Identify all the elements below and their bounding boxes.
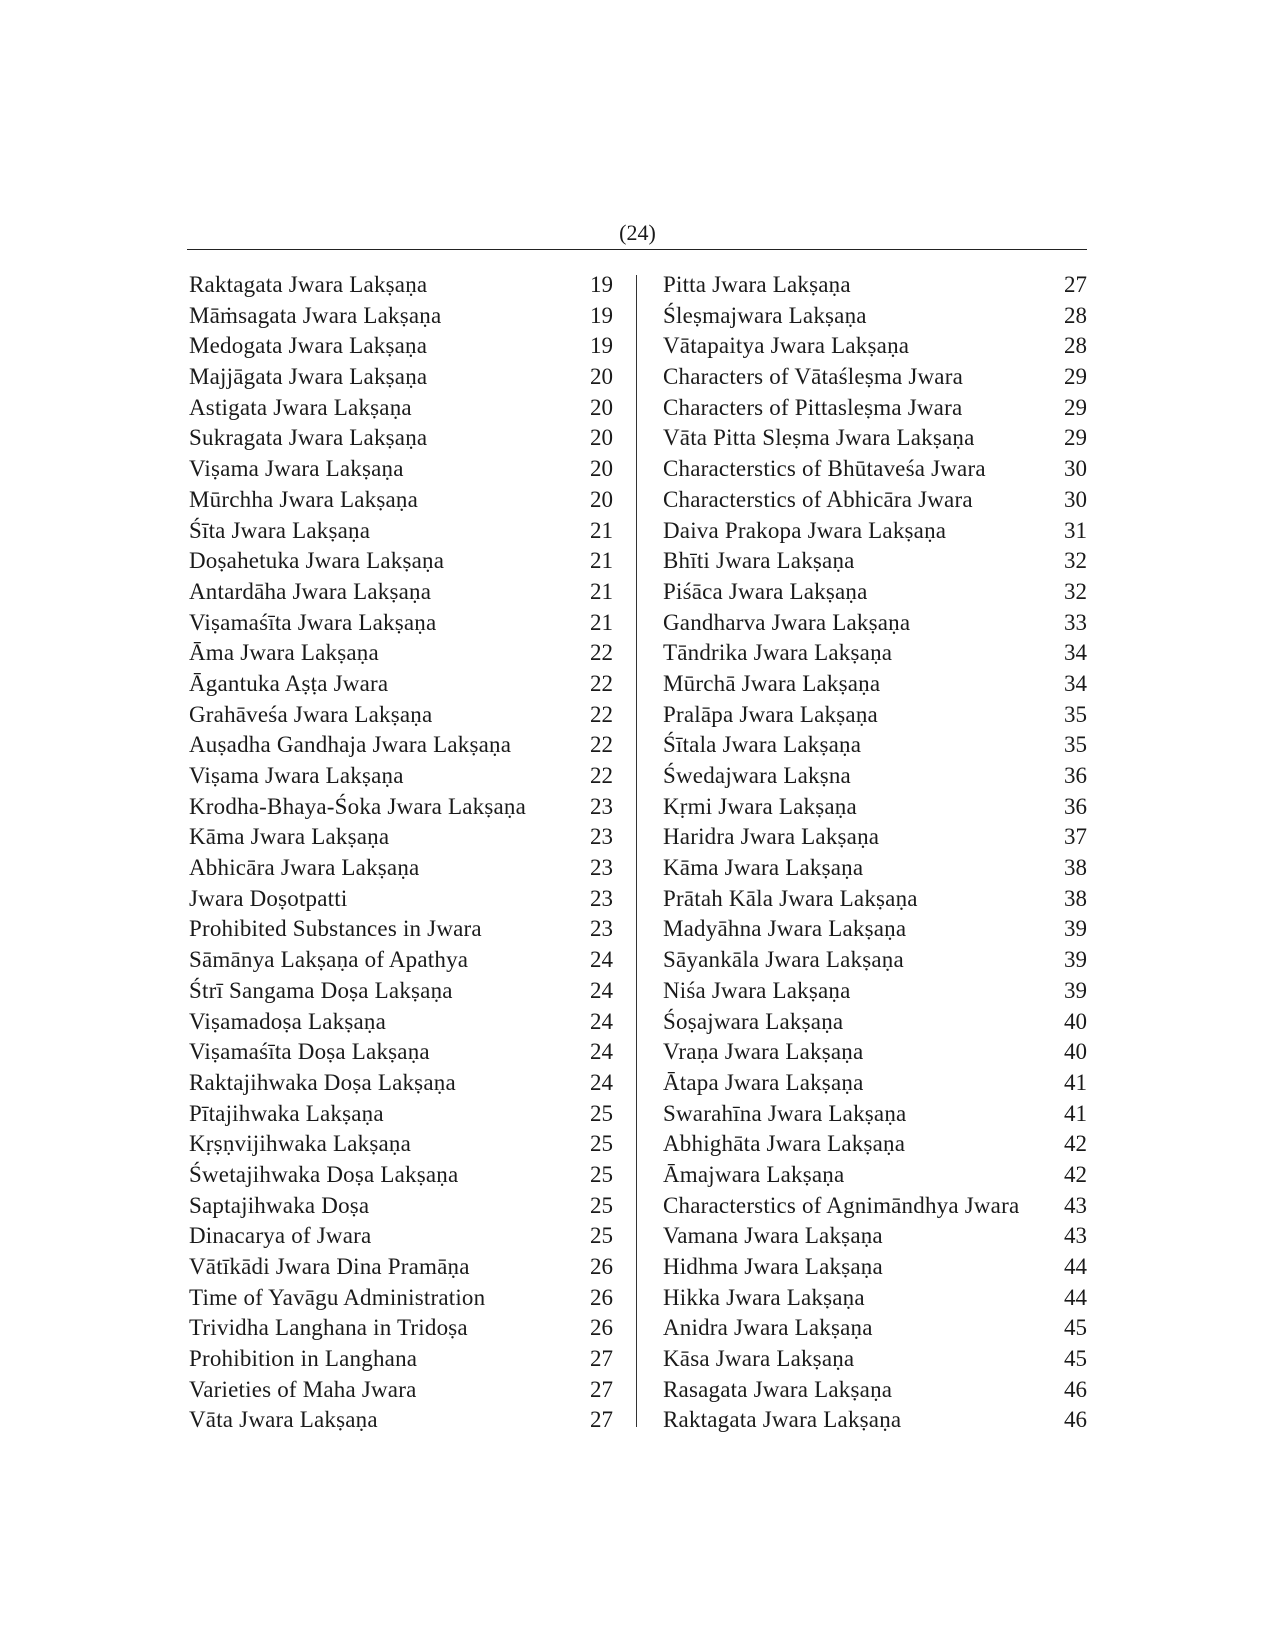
toc-entry-page: 29 [1064,394,1087,420]
toc-entry-page: 21 [590,609,613,635]
toc-entry-title: Pītajihwaka Lakṣaṇa [189,1100,384,1126]
toc-entry-page: 25 [590,1223,613,1249]
toc-entry [663,945,1087,976]
toc-entry-page: 26 [590,1254,613,1279]
toc-entry-page: 24 [590,1008,613,1034]
toc-entry-title: Grahāveśa Jwara Lakṣaṇa [189,701,433,727]
toc-entry-page: 36 [1064,763,1087,788]
toc-entry-page: 43 [1064,1223,1087,1249]
toc-entry-page: 25 [590,1161,613,1187]
toc-entry-page: 32 [1064,578,1087,604]
toc-entry-title: Mūrchā Jwara Lakṣaṇa [663,670,881,696]
toc-entry [663,1068,1087,1099]
toc-entry-page: 34 [1064,640,1087,666]
toc-entry [189,914,613,945]
toc-entry-title: Astigata Jwara Lakṣaṇa [189,394,412,420]
toc-entry-page: 22 [590,670,613,696]
toc-entry [663,792,1087,823]
toc-entry-title: Kṛṣṇvijihwaka Lakṣaṇa [189,1131,411,1157]
toc-entry-title: Piśāca Jwara Lakṣaṇa [663,578,868,604]
toc-entry [663,1252,1087,1283]
toc-entry-page: 28 [1064,302,1087,328]
toc-entry-title: Saptajihwaka Doṣa [189,1192,370,1218]
toc-entry-page: 24 [590,1069,613,1095]
toc-entry [189,608,613,639]
toc-entry-title: Vātīkādi Jwara Dina Pramāṇa [189,1254,470,1279]
toc-entry-title: Rasagata Jwara Lakṣaṇa [663,1376,893,1402]
toc-entry [663,301,1087,332]
toc-entry-page: 21 [590,517,613,543]
toc-entry [189,362,613,393]
toc-entry-title: Gandharva Jwara Lakṣaṇa [663,609,911,635]
toc-entry-title: Madyāhna Jwara Lakṣaṇa [663,916,907,942]
toc-entry-page: 23 [590,824,613,850]
toc-entry-page: 44 [1064,1254,1087,1279]
toc-entry [663,700,1087,731]
toc-entry-page: 25 [590,1100,613,1126]
toc-entry-title: Kṛmi Jwara Lakṣaṇa [663,793,857,819]
toc-entry-page: 39 [1064,947,1087,973]
toc-entry-page: 45 [1064,1315,1087,1341]
toc-entry [189,1344,613,1375]
toc-entry [189,1252,613,1283]
toc-entry-title: Bhīti Jwara Lakṣaṇa [663,548,855,574]
toc-entry [189,393,613,424]
toc-entry [189,1129,613,1160]
toc-entry-title: Sāmānya Lakṣaṇa of Apathya [189,947,469,973]
toc-entry [189,638,613,669]
toc-entry-page: 31 [1064,517,1087,543]
toc-entry-page: 22 [590,763,613,788]
toc-entry-page: 20 [590,486,613,512]
toc-entry-page: 23 [590,916,613,942]
toc-entry-page: 19 [590,302,613,328]
toc-entry-title: Kāma Jwara Lakṣaṇa [189,824,390,850]
toc-entry [663,1313,1087,1344]
toc-entry [189,1191,613,1222]
toc-entry [189,577,613,608]
toc-entry [663,546,1087,577]
toc-entry [663,914,1087,945]
toc-entry [663,1405,1087,1436]
toc-entry [663,393,1087,424]
toc-entry-title: Pralāpa Jwara Lakṣaṇa [663,701,878,727]
toc-entry [189,700,613,731]
toc-entry [189,301,613,332]
toc-entry [189,976,613,1007]
toc-entry-title: Abhighāta Jwara Lakṣaṇa [663,1131,906,1157]
toc-entry [663,331,1087,362]
toc-entry [663,1283,1087,1314]
toc-entry-title: Abhicāra Jwara Lakṣaṇa [189,855,420,881]
toc-entry-page: 21 [590,548,613,574]
toc-entry [663,362,1087,393]
toc-entry-title: Śtrī Sangama Doṣa Lakṣaṇa [189,977,453,1003]
toc-entry-title: Prohibited Substances in Jwara [189,916,482,942]
toc-entry-page: 24 [590,947,613,973]
toc-entry-title: Vātapaitya Jwara Lakṣaṇa [663,333,910,359]
toc-entry-title: Hidhma Jwara Lakṣaṇa [663,1254,883,1279]
toc-entry [189,1283,613,1314]
toc-entry [189,516,613,547]
toc-entry-page: 20 [590,394,613,420]
toc-entry-title: Viṣama Jwara Lakṣaṇa [189,763,404,788]
toc-entry [189,853,613,884]
toc-entry-title: Śoṣajwara Lakṣaṇa [663,1008,844,1034]
toc-entry-title: Anidra Jwara Lakṣaṇa [663,1315,873,1341]
toc-entry-page: 38 [1064,855,1087,881]
toc-entry [663,730,1087,761]
toc-entry [189,1405,613,1436]
toc-entry-title: Vāta Pitta Sleṣma Jwara Lakṣaṇa [663,425,975,451]
toc-entry-page: 35 [1064,701,1087,727]
toc-entry [663,853,1087,884]
toc-entry-title: Raktagata Jwara Lakṣaṇa [189,272,428,297]
toc-entry-page: 29 [1064,364,1087,390]
toc-entry [189,822,613,853]
toc-entry-page: 28 [1064,333,1087,359]
toc-entry-title: Vāta Jwara Lakṣaṇa [189,1407,378,1433]
toc-entry-title: Characters of Vātaśleṣma Jwara [663,364,963,390]
toc-entry-page: 23 [590,793,613,819]
toc-entry [189,485,613,516]
toc-entry [189,669,613,700]
toc-entry-page: 35 [1064,732,1087,758]
toc-entry-title: Prohibition in Langhana [189,1346,418,1372]
toc-entry-page: 41 [1064,1069,1087,1095]
toc-entry-title: Majjāgata Jwara Lakṣaṇa [189,364,428,390]
toc-entry [189,454,613,485]
toc-entry [663,1191,1087,1222]
toc-entry [189,1068,613,1099]
toc-entry [189,1160,613,1191]
toc-entry-page: 27 [590,1376,613,1402]
toc-entry-title: Śīta Jwara Lakṣaṇa [189,517,371,543]
toc-entry-page: 20 [590,364,613,390]
toc-entry-page: 21 [590,578,613,604]
toc-entry-page: 39 [1064,916,1087,942]
toc-entry-page: 45 [1064,1346,1087,1372]
toc-entry-page: 46 [1064,1407,1087,1433]
toc-entry [189,1037,613,1068]
toc-entry [663,822,1087,853]
toc-entry [663,669,1087,700]
toc-entry-page: 26 [590,1284,613,1310]
toc-entry-title: Time of Yavāgu Administration [189,1284,486,1310]
toc-left-column [189,270,613,1436]
toc-entry-page: 33 [1064,609,1087,635]
toc-entry-title: Viṣama Jwara Lakṣaṇa [189,456,404,482]
toc-entry [189,1099,613,1130]
toc-entry-title: Daiva Prakopa Jwara Lakṣaṇa [663,517,947,543]
toc-entry-page: 24 [590,977,613,1003]
toc-entry [189,1375,613,1406]
toc-entry [189,270,613,301]
toc-entry-page: 30 [1064,486,1087,512]
toc-entry-title: Characterstics of Abhicāra Jwara [663,486,973,512]
toc-entry [189,945,613,976]
toc-entry-page: 24 [590,1039,613,1065]
toc-entry-title: Sukragata Jwara Lakṣaṇa [189,425,428,451]
toc-entry [663,454,1087,485]
toc-entry-page: 39 [1064,977,1087,1003]
toc-entry-title: Pitta Jwara Lakṣaṇa [663,272,851,297]
toc-entry [663,1221,1087,1252]
toc-entry-title: Dinacarya of Jwara [189,1223,372,1249]
toc-entry [663,1037,1087,1068]
toc-entry-page: 42 [1064,1131,1087,1157]
toc-entry-title: Āgantuka Aṣṭa Jwara [189,670,389,696]
toc-entry-title: Mūrchha Jwara Lakṣaṇa [189,486,418,512]
toc-entry-title: Śleṣmajwara Lakṣaṇa [663,302,867,328]
toc-entry-title: Trividha Langhana in Tridoṣa [189,1315,468,1341]
toc-entry-title: Raktagata Jwara Lakṣaṇa [663,1407,902,1433]
toc-entry-page: 37 [1064,824,1087,850]
toc-entry-page: 27 [1064,272,1087,297]
column-divider [636,275,637,1427]
toc-entry-page: 22 [590,701,613,727]
toc-entry-title: Tāndrika Jwara Lakṣaṇa [663,640,893,666]
toc-entry-title: Hikka Jwara Lakṣaṇa [663,1284,865,1310]
toc-entry-page: 29 [1064,425,1087,451]
toc-entry-title: Varieties of Maha Jwara [189,1376,417,1402]
toc-entry-page: 27 [590,1407,613,1433]
toc-entry-title: Krodha-Bhaya-Śoka Jwara Lakṣaṇa [189,793,527,819]
toc-entry-title: Vraṇa Jwara Lakṣaṇa [663,1039,864,1065]
toc-entry-page: 38 [1064,885,1087,911]
toc-entry-title: Auṣadha Gandhaja Jwara Lakṣaṇa [189,732,512,758]
toc-entry-title: Viṣamaśīta Jwara Lakṣaṇa [189,609,437,635]
toc-entry [663,485,1087,516]
toc-entry [189,792,613,823]
toc-entry-title: Sāyankāla Jwara Lakṣaṇa [663,947,904,973]
toc-entry [189,1221,613,1252]
toc-entry [663,638,1087,669]
toc-entry [663,761,1087,792]
toc-entry-page: 19 [590,333,613,359]
toc-entry [663,608,1087,639]
toc-entry-title: Characters of Pittasleṣma Jwara [663,394,963,420]
toc-entry [663,1099,1087,1130]
toc-entry-title: Vamana Jwara Lakṣaṇa [663,1223,883,1249]
toc-entry-page: 32 [1064,548,1087,574]
toc-entry-title: Ātapa Jwara Lakṣaṇa [663,1069,864,1095]
toc-entry-page: 43 [1064,1192,1087,1218]
toc-entry [663,1160,1087,1191]
toc-entry-title: Swarahīna Jwara Lakṣaṇa [663,1100,907,1126]
toc-entry-title: Doṣahetuka Jwara Lakṣaṇa [189,548,445,574]
toc-entry-page: 20 [590,425,613,451]
toc-entry-page: 25 [590,1131,613,1157]
page-number: (24) [619,220,656,245]
toc-entry [663,1375,1087,1406]
toc-entry-title: Viṣamadoṣa Lakṣaṇa [189,1008,387,1034]
toc-entry [663,1344,1087,1375]
toc-entry [663,976,1087,1007]
toc-right-column [663,270,1087,1436]
toc-entry [663,1007,1087,1038]
toc-entry-title: Medogata Jwara Lakṣaṇa [189,333,428,359]
toc-entry-title: Viṣamaśīta Doṣa Lakṣaṇa [189,1039,430,1065]
toc-entry-title: Śītala Jwara Lakṣaṇa [663,732,862,758]
toc-entry-title: Haridra Jwara Lakṣaṇa [663,824,880,850]
toc-entry-page: 27 [590,1346,613,1372]
toc-entry-page: 30 [1064,456,1087,482]
toc-entry [189,331,613,362]
toc-entry [189,730,613,761]
toc-entry-page: 46 [1064,1376,1087,1402]
header-rule [187,249,1087,250]
toc-entry-page: 22 [590,640,613,666]
toc-entry-title: Antardāha Jwara Lakṣaṇa [189,578,432,604]
toc-entry-page: 40 [1064,1039,1087,1065]
toc-entry-title: Māṁsagata Jwara Lakṣaṇa [189,302,442,328]
toc-entry-page: 34 [1064,670,1087,696]
toc-entry-title: Prātah Kāla Jwara Lakṣaṇa [663,885,918,911]
toc-entry-page: 25 [590,1192,613,1218]
toc-entry-page: 42 [1064,1161,1087,1187]
toc-entry-page: 26 [590,1315,613,1341]
toc-entry-page: 44 [1064,1284,1087,1310]
toc-entry-page: 19 [590,272,613,297]
toc-entry-page: 40 [1064,1008,1087,1034]
toc-entry [663,577,1087,608]
toc-entry-page: 36 [1064,793,1087,819]
toc-entry-page: 20 [590,456,613,482]
toc-entry-title: Āmajwara Lakṣaṇa [663,1161,845,1187]
toc-entry-page: 22 [590,732,613,758]
toc-entry-title: Kāsa Jwara Lakṣaṇa [663,1346,855,1372]
toc-entry [189,761,613,792]
toc-entry-title: Śwedajwara Lakṣna [663,763,851,788]
toc-entry-title: Āma Jwara Lakṣaṇa [189,640,379,666]
toc-entry [189,884,613,915]
toc-entry-title: Śwetajihwaka Doṣa Lakṣaṇa [189,1161,459,1187]
toc-entry [663,1129,1087,1160]
toc-entry-page: 23 [590,855,613,881]
toc-entry [189,1007,613,1038]
toc-entry-title: Characterstics of Agnimāndhya Jwara [663,1192,1020,1218]
toc-entry-page: 23 [590,885,613,911]
toc-entry [189,423,613,454]
toc-entry [663,884,1087,915]
toc-entry-title: Niśa Jwara Lakṣaṇa [663,977,851,1003]
toc-entry-title: Raktajihwaka Doṣa Lakṣaṇa [189,1069,456,1095]
toc-entry-title: Characterstics of Bhūtaveśa Jwara [663,456,986,482]
toc-entry-title: Kāma Jwara Lakṣaṇa [663,855,864,881]
toc-entry [663,423,1087,454]
toc-entry-page: 41 [1064,1100,1087,1126]
toc-entry-title: Jwara Doṣotpatti [189,885,348,911]
toc-entry [189,1313,613,1344]
toc-entry [189,546,613,577]
toc-entry [663,270,1087,301]
toc-entry [663,516,1087,547]
